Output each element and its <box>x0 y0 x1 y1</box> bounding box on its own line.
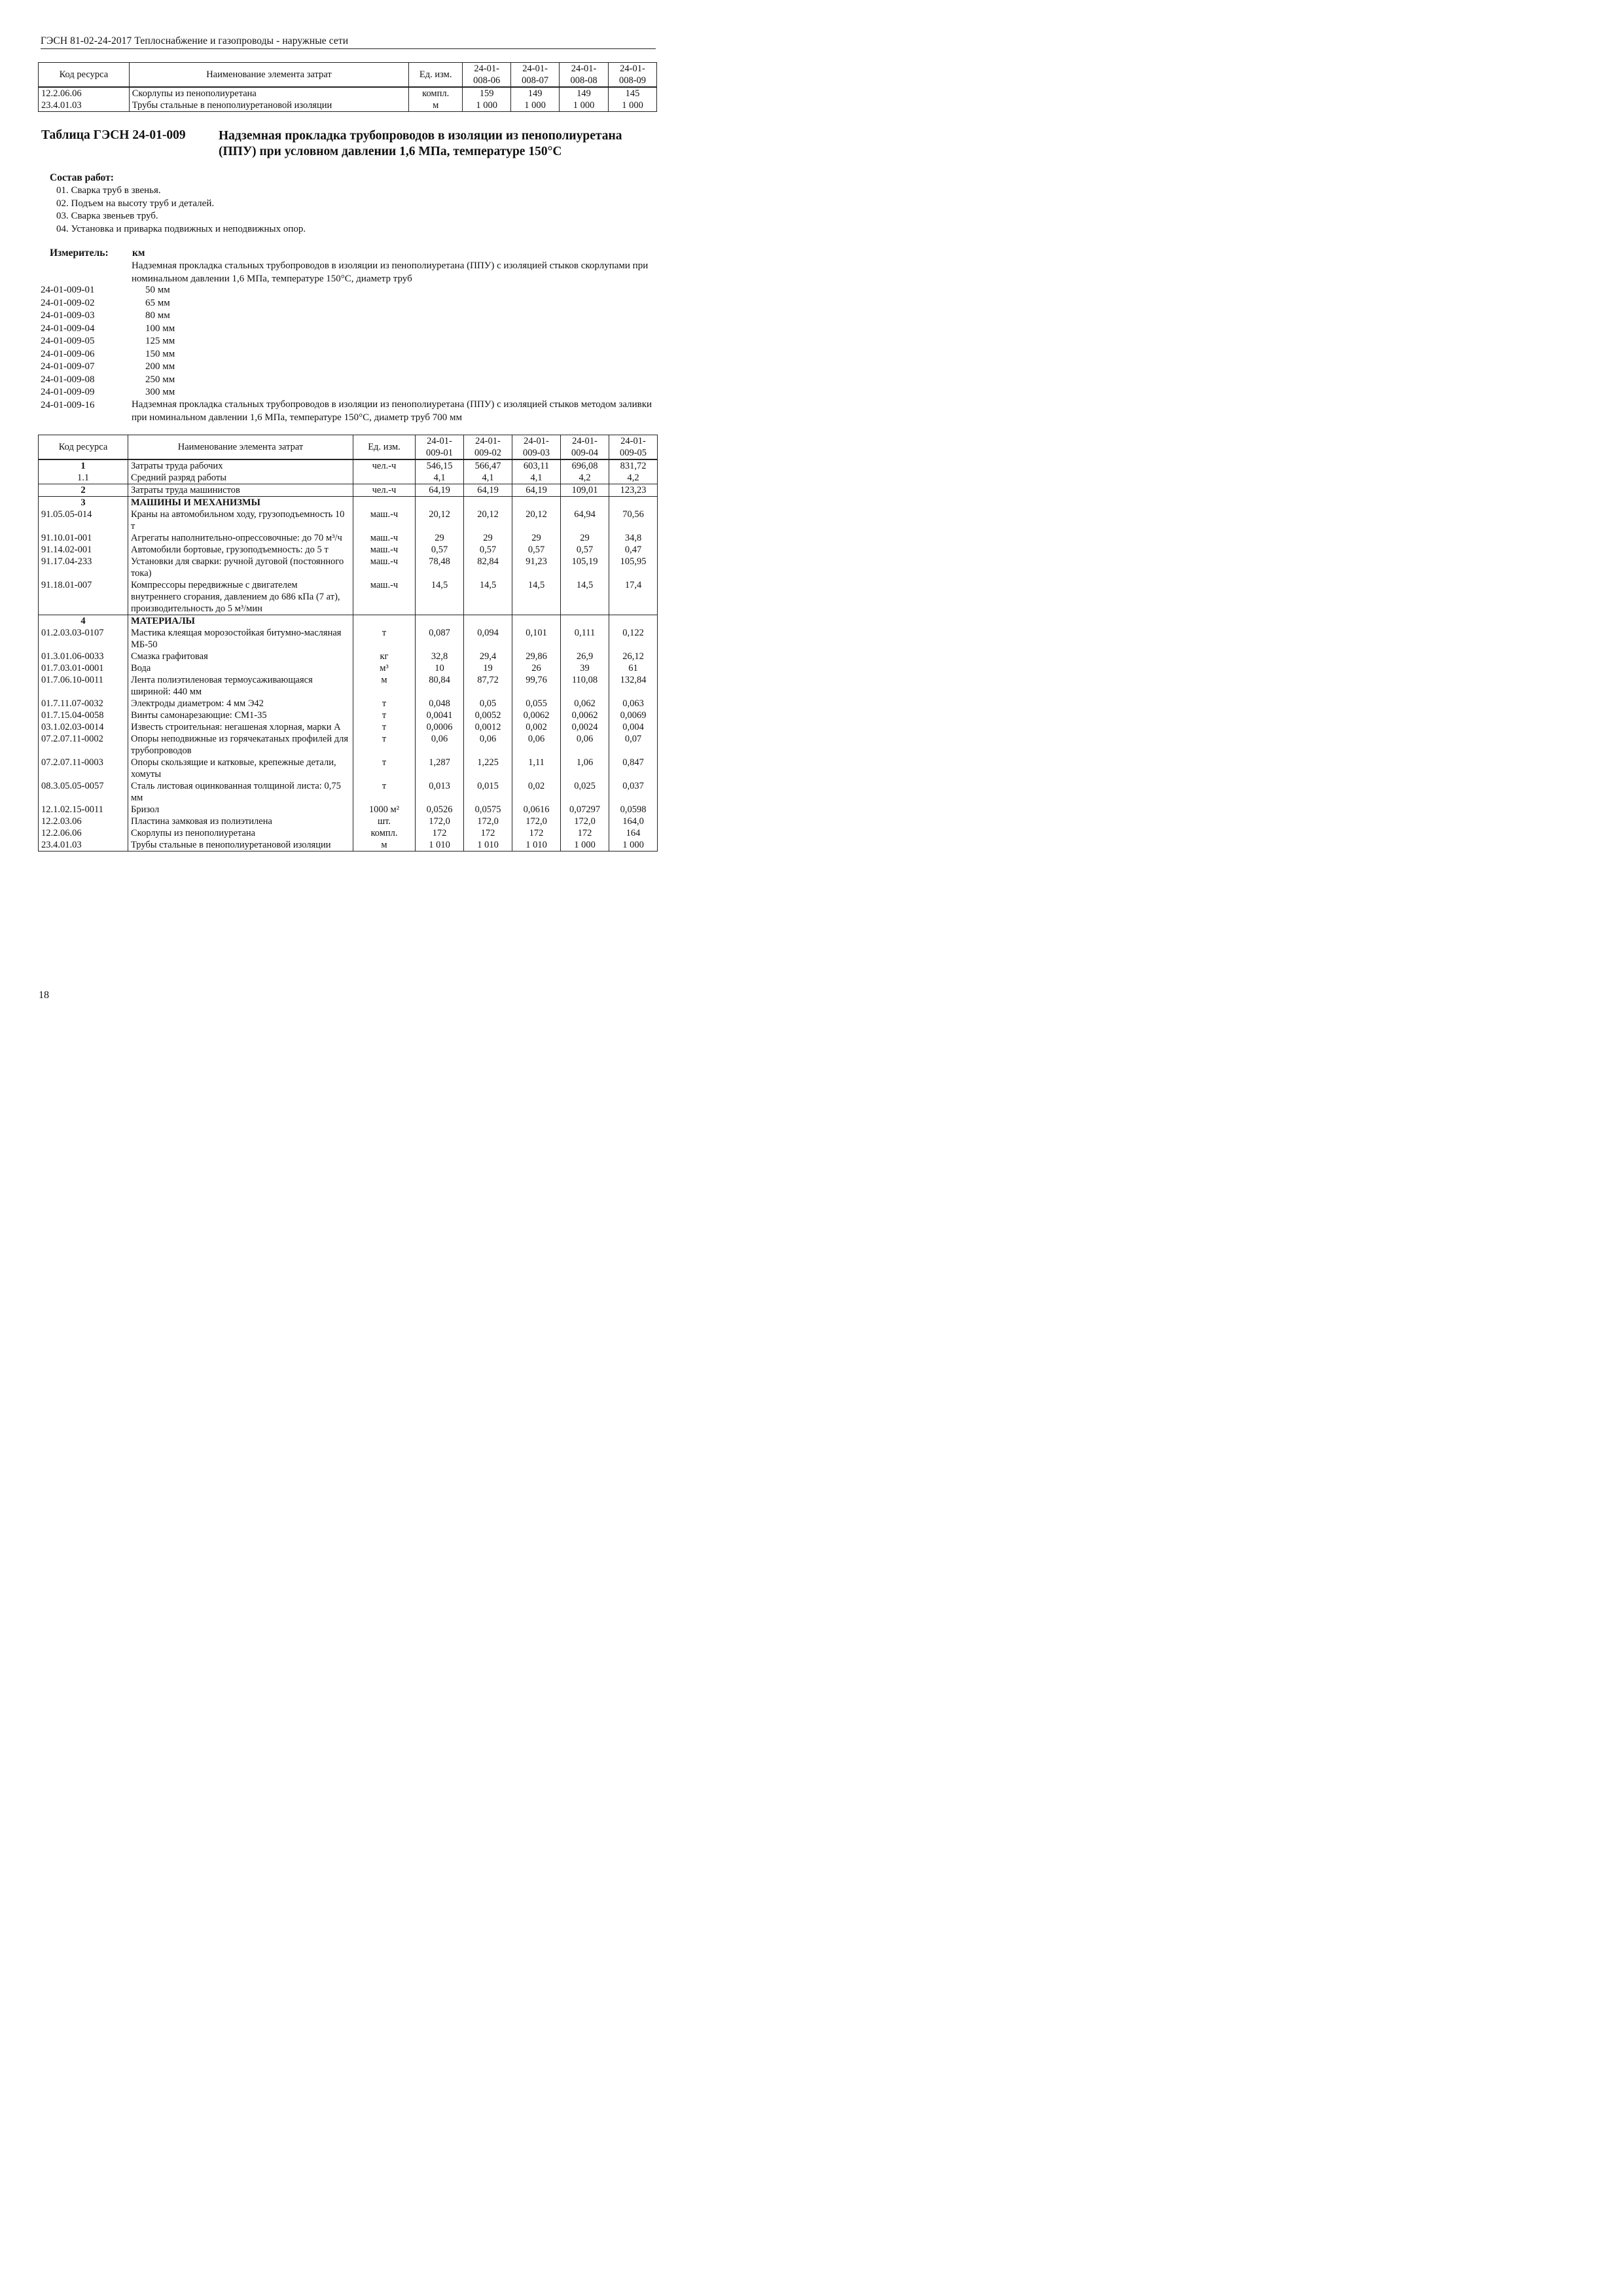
diameter: 250 мм <box>145 374 175 385</box>
unit-cell: шт. <box>353 816 416 827</box>
value-cell: 19 <box>464 662 512 674</box>
table-row <box>39 674 658 698</box>
value-cell: 149 <box>511 87 560 99</box>
table-row <box>39 556 658 579</box>
value-cell: 1 010 <box>464 839 512 852</box>
value-cell: 4,1 <box>416 472 464 484</box>
resource-name: Мастика клеящая морозостойкая битумно-масляная МБ-50 <box>128 627 353 651</box>
value-cell: 0,57 <box>464 544 512 556</box>
resource-code: 12.2.06.06 <box>39 827 128 839</box>
value-cell: 0,0041 <box>416 709 464 721</box>
table-row <box>39 87 657 99</box>
diameter: 200 мм <box>145 361 175 372</box>
table-row <box>39 579 658 615</box>
value-cell <box>561 615 609 628</box>
resource-code: 01.7.11.07-0032 <box>39 698 128 709</box>
value-cell: 0,0575 <box>464 804 512 816</box>
value-cell: 99,76 <box>512 674 561 698</box>
column-header: 24-01- 008-09 <box>609 63 657 88</box>
meter-description-1: Надземная прокладка стальных трубопроводов в изоляции из пенополиуретана (ППУ) с изоляцией стыков скорлупами при номинальном давлении 1,6 МПа, температуре 150°С, диаметр труб <box>132 260 649 284</box>
value-cell: 0,06 <box>561 733 609 757</box>
table-row <box>39 839 658 852</box>
value-cell: 0,122 <box>609 627 658 651</box>
works-label: Состав работ: <box>50 172 114 183</box>
column-header: Код ресурса <box>39 63 130 88</box>
value-cell: 0,847 <box>609 757 658 780</box>
unit-cell <box>353 615 416 628</box>
value-cell: 0,0616 <box>512 804 561 816</box>
unit-cell: кг <box>353 651 416 662</box>
diameter: 100 мм <box>145 323 175 334</box>
table-row <box>39 698 658 709</box>
column-header: 24-01- 009-03 <box>512 435 561 460</box>
value-cell: 105,19 <box>561 556 609 579</box>
resource-name: Опоры неподвижные из горячекатаных профилей для трубопроводов <box>128 733 353 757</box>
resource-name: Затраты труда рабочих <box>128 459 353 472</box>
value-cell: 4,2 <box>561 472 609 484</box>
norm-code: 24-01-009-02 <box>41 297 95 308</box>
value-cell: 0,06 <box>464 733 512 757</box>
value-cell: 164 <box>609 827 658 839</box>
value-cell: 26,9 <box>561 651 609 662</box>
value-cell: 20,12 <box>512 509 561 532</box>
value-cell: 0,013 <box>416 780 464 804</box>
table-row <box>39 733 658 757</box>
resource-name: МАШИНЫ И МЕХАНИЗМЫ <box>128 497 353 509</box>
works-item: 04. Установка и приварка подвижных и неподвижных опор. <box>56 223 306 234</box>
value-cell: 61 <box>609 662 658 674</box>
resource-name: Пластина замковая из полиэтилена <box>128 816 353 827</box>
meter-label: Измеритель: <box>50 247 109 259</box>
value-cell: 145 <box>609 87 657 99</box>
resource-name: Агрегаты наполнительно-опрессовочные: до 70 м³/ч <box>128 532 353 544</box>
column-header: Код ресурса <box>39 435 128 460</box>
works-list <box>56 185 306 236</box>
value-cell: 0,048 <box>416 698 464 709</box>
table-row <box>39 472 658 484</box>
diameter: 80 мм <box>145 310 170 321</box>
value-cell: 1 000 <box>560 99 609 112</box>
value-cell: 0,07 <box>609 733 658 757</box>
value-cell: 172,0 <box>512 816 561 827</box>
norm-code: 24-01-009-04 <box>41 323 95 334</box>
resource-code: 91.18.01-007 <box>39 579 128 615</box>
resource-name: Средний разряд работы <box>128 472 353 484</box>
resource-code: 1.1 <box>39 472 128 484</box>
works-item: 01. Сварка труб в звенья. <box>56 185 161 196</box>
resource-code: 2 <box>39 484 128 497</box>
table-row <box>39 459 658 472</box>
value-cell: 20,12 <box>464 509 512 532</box>
unit-cell: маш.-ч <box>353 509 416 532</box>
value-cell <box>609 497 658 509</box>
resource-code: 03.1.02.03-0014 <box>39 721 128 733</box>
value-cell <box>416 615 464 628</box>
table-row <box>39 509 658 532</box>
resource-name: Сталь листовая оцинкованная толщиной листа: 0,75 мм <box>128 780 353 804</box>
value-cell: 546,15 <box>416 459 464 472</box>
value-cell: 172,0 <box>464 816 512 827</box>
value-cell: 1 010 <box>512 839 561 852</box>
value-cell: 4,2 <box>609 472 658 484</box>
column-header: 24-01- 009-02 <box>464 435 512 460</box>
norm-code: 24-01-009-09 <box>41 387 95 397</box>
value-cell: 0,0006 <box>416 721 464 733</box>
column-header: 24-01- 008-06 <box>463 63 511 88</box>
meter-description-2: Надземная прокладка стальных трубопроводов в изоляции из пенополиуретана (ППУ) с изоляцией стыков методом заливки при номинальном давлении 1,6 МПа, температуре 150°С, диаметр труб 700 мм <box>132 399 652 423</box>
unit-cell: маш.-ч <box>353 579 416 615</box>
value-cell: 1,225 <box>464 757 512 780</box>
value-cell: 0,57 <box>561 544 609 556</box>
resource-code: 91.14.02-001 <box>39 544 128 556</box>
resource-code: 12.2.06.06 <box>39 87 130 99</box>
table-row <box>39 99 657 112</box>
value-cell: 87,72 <box>464 674 512 698</box>
value-cell: 0,094 <box>464 627 512 651</box>
value-cell: 1 010 <box>416 839 464 852</box>
resource-code: 01.7.15.04-0058 <box>39 709 128 721</box>
column-header: Наименование элемента затрат <box>128 435 353 460</box>
value-cell: 0,0024 <box>561 721 609 733</box>
value-cell: 91,23 <box>512 556 561 579</box>
column-header: 24-01- 009-01 <box>416 435 464 460</box>
table-title: Таблица ГЭСН 24-01-009 <box>41 128 186 142</box>
value-cell: 696,08 <box>561 459 609 472</box>
value-cell: 0,0012 <box>464 721 512 733</box>
value-cell <box>464 615 512 628</box>
value-cell: 566,47 <box>464 459 512 472</box>
resource-code: 23.4.01.03 <box>39 839 128 852</box>
unit-cell: т <box>353 780 416 804</box>
previous-norms-table <box>38 62 657 112</box>
norm-code: 24-01-009-03 <box>41 310 95 321</box>
table-row <box>39 497 658 509</box>
resource-name: Винты самонарезающие: СМ1-35 <box>128 709 353 721</box>
value-cell: 14,5 <box>416 579 464 615</box>
norm-code: 24-01-009-08 <box>41 374 95 385</box>
table-heading: Надземная прокладка трубопроводов в изоляции из пенополиуретана (ППУ) при условном давлении 1,6 МПа, температуре 150°С <box>219 129 622 158</box>
diameter: 125 мм <box>145 336 175 346</box>
resource-code: 12.2.03.06 <box>39 816 128 827</box>
value-cell: 1,11 <box>512 757 561 780</box>
unit-cell: т <box>353 698 416 709</box>
running-header: ГЭСН 81-02-24-2017 Теплоснабжение и газопроводы - наружные сети <box>41 35 656 49</box>
column-header: 24-01- 008-08 <box>560 63 609 88</box>
value-cell <box>512 615 561 628</box>
value-cell: 0,025 <box>561 780 609 804</box>
diameter: 65 мм <box>145 297 170 308</box>
value-cell: 39 <box>561 662 609 674</box>
table-row <box>39 544 658 556</box>
table-row <box>39 709 658 721</box>
table-row <box>39 484 658 497</box>
resource-name: Трубы стальные в пенополиуретановой изоляции <box>128 839 353 852</box>
value-cell: 0,087 <box>416 627 464 651</box>
value-cell: 0,06 <box>512 733 561 757</box>
unit-cell: чел.-ч <box>353 484 416 497</box>
value-cell: 17,4 <box>609 579 658 615</box>
value-cell: 26,12 <box>609 651 658 662</box>
value-cell: 109,01 <box>561 484 609 497</box>
table-row <box>39 662 658 674</box>
value-cell: 0,0062 <box>561 709 609 721</box>
value-cell: 1 000 <box>609 839 658 852</box>
value-cell: 34,8 <box>609 532 658 544</box>
table-row <box>39 721 658 733</box>
value-cell: 159 <box>463 87 511 99</box>
value-cell: 0,055 <box>512 698 561 709</box>
value-cell: 0,47 <box>609 544 658 556</box>
value-cell: 0,0069 <box>609 709 658 721</box>
table-row <box>39 532 658 544</box>
value-cell: 80,84 <box>416 674 464 698</box>
value-cell: 4,1 <box>464 472 512 484</box>
unit-cell: т <box>353 733 416 757</box>
unit-cell: м³ <box>353 662 416 674</box>
resource-code: 3 <box>39 497 128 509</box>
value-cell: 132,84 <box>609 674 658 698</box>
unit-cell: т <box>353 627 416 651</box>
value-cell: 26 <box>512 662 561 674</box>
value-cell: 14,5 <box>561 579 609 615</box>
unit-cell: маш.-ч <box>353 544 416 556</box>
column-header: Наименование элемента затрат <box>129 63 408 88</box>
value-cell: 82,84 <box>464 556 512 579</box>
meter-unit: км <box>132 247 145 259</box>
value-cell: 0,0052 <box>464 709 512 721</box>
resource-code: 01.7.06.10-0011 <box>39 674 128 698</box>
value-cell <box>464 497 512 509</box>
resource-code: 07.2.07.11-0002 <box>39 733 128 757</box>
value-cell: 29,4 <box>464 651 512 662</box>
value-cell: 110,08 <box>561 674 609 698</box>
column-header: 24-01- 008-07 <box>511 63 560 88</box>
value-cell: 1 000 <box>463 99 511 112</box>
resource-name: Вода <box>128 662 353 674</box>
unit-cell: чел.-ч <box>353 459 416 472</box>
unit-cell: компл. <box>409 87 463 99</box>
value-cell: 172,0 <box>416 816 464 827</box>
value-cell: 0,0062 <box>512 709 561 721</box>
resource-name: Компрессоры передвижные с двигателем внутреннего сгорания, давлением до 686 кПа (7 ат), производительность до 5 м³/мин <box>128 579 353 615</box>
value-cell: 0,063 <box>609 698 658 709</box>
resource-name: Трубы стальные в пенополиуретановой изоляции <box>129 99 408 112</box>
value-cell: 603,11 <box>512 459 561 472</box>
value-cell: 64,94 <box>561 509 609 532</box>
value-cell: 831,72 <box>609 459 658 472</box>
unit-cell: м <box>409 99 463 112</box>
value-cell: 105,95 <box>609 556 658 579</box>
value-cell: 1 000 <box>609 99 657 112</box>
table-row <box>39 804 658 816</box>
resource-code: 91.10.01-001 <box>39 532 128 544</box>
resource-name: Затраты труда машинистов <box>128 484 353 497</box>
value-cell: 0,101 <box>512 627 561 651</box>
table-row <box>39 627 658 651</box>
resource-norms-table <box>38 435 658 852</box>
value-cell: 64,19 <box>416 484 464 497</box>
norm-code-list <box>41 284 95 412</box>
value-cell: 4,1 <box>512 472 561 484</box>
value-cell: 20,12 <box>416 509 464 532</box>
diameter: 150 мм <box>145 348 175 359</box>
unit-cell <box>353 497 416 509</box>
value-cell <box>609 615 658 628</box>
unit-cell: т <box>353 757 416 780</box>
unit-cell: компл. <box>353 827 416 839</box>
value-cell: 0,015 <box>464 780 512 804</box>
works-item: 02. Подъем на высоту труб и деталей. <box>56 198 215 209</box>
table-row <box>39 827 658 839</box>
norm-code: 24-01-009-05 <box>41 336 95 346</box>
resource-name: Лента полиэтиленовая термоусаживающаяся шириной: 440 мм <box>128 674 353 698</box>
resource-code: 91.17.04-233 <box>39 556 128 579</box>
value-cell: 29 <box>416 532 464 544</box>
resource-name: Смазка графитовая <box>128 651 353 662</box>
unit-cell: маш.-ч <box>353 532 416 544</box>
value-cell: 1 000 <box>561 839 609 852</box>
resource-name: Скорлупы из пенополиуретана <box>129 87 408 99</box>
value-cell: 149 <box>560 87 609 99</box>
value-cell: 14,5 <box>512 579 561 615</box>
value-cell: 172 <box>512 827 561 839</box>
value-cell: 0,111 <box>561 627 609 651</box>
column-header: 24-01- 009-05 <box>609 435 658 460</box>
value-cell: 0,002 <box>512 721 561 733</box>
column-header: Ед. изм. <box>353 435 416 460</box>
value-cell: 123,23 <box>609 484 658 497</box>
unit-cell <box>353 472 416 484</box>
norm-code: 24-01-009-06 <box>41 348 95 359</box>
value-cell: 64,19 <box>512 484 561 497</box>
table-row <box>39 816 658 827</box>
resource-code: 07.2.07.11-0003 <box>39 757 128 780</box>
resource-code: 91.05.05-014 <box>39 509 128 532</box>
value-cell: 64,19 <box>464 484 512 497</box>
works-item: 03. Сварка звеньев труб. <box>56 211 158 221</box>
value-cell: 1 000 <box>511 99 560 112</box>
value-cell: 14,5 <box>464 579 512 615</box>
resource-name: Скорлупы из пенополиуретана <box>128 827 353 839</box>
value-cell: 164,0 <box>609 816 658 827</box>
value-cell: 0,0526 <box>416 804 464 816</box>
value-cell: 29 <box>464 532 512 544</box>
diameter-list <box>145 284 175 399</box>
unit-cell: 1000 м² <box>353 804 416 816</box>
value-cell: 0,02 <box>512 780 561 804</box>
resource-name: Установки для сварки: ручной дуговой (постоянного тока) <box>128 556 353 579</box>
value-cell: 0,0598 <box>609 804 658 816</box>
value-cell: 0,037 <box>609 780 658 804</box>
value-cell: 172 <box>464 827 512 839</box>
table-row <box>39 780 658 804</box>
table-row <box>39 651 658 662</box>
resource-code: 12.1.02.15-0011 <box>39 804 128 816</box>
unit-cell: маш.-ч <box>353 556 416 579</box>
unit-cell: м <box>353 674 416 698</box>
resource-name: Известь строительная: негашеная хлорная, марки А <box>128 721 353 733</box>
value-cell: 172 <box>416 827 464 839</box>
resource-code: 1 <box>39 459 128 472</box>
value-cell <box>416 497 464 509</box>
value-cell: 0,05 <box>464 698 512 709</box>
value-cell: 78,48 <box>416 556 464 579</box>
value-cell: 1,06 <box>561 757 609 780</box>
norm-code: 24-01-009-01 <box>41 285 95 295</box>
resource-code: 23.4.01.03 <box>39 99 130 112</box>
value-cell: 10 <box>416 662 464 674</box>
value-cell: 70,56 <box>609 509 658 532</box>
value-cell: 0,57 <box>512 544 561 556</box>
value-cell: 0,06 <box>416 733 464 757</box>
resource-name: Автомобили бортовые, грузоподъемность: до 5 т <box>128 544 353 556</box>
diameter: 50 мм <box>145 285 170 295</box>
value-cell <box>561 497 609 509</box>
resource-code: 4 <box>39 615 128 628</box>
resource-name: Электроды диаметром: 4 мм Э42 <box>128 698 353 709</box>
resource-name: МАТЕРИАЛЫ <box>128 615 353 628</box>
table-row <box>39 615 658 628</box>
value-cell: 0,57 <box>416 544 464 556</box>
resource-name: Краны на автомобильном ходу, грузоподъемность 10 т <box>128 509 353 532</box>
value-cell: 29 <box>512 532 561 544</box>
unit-cell: м <box>353 839 416 852</box>
value-cell: 32,8 <box>416 651 464 662</box>
resource-code: 01.7.03.01-0001 <box>39 662 128 674</box>
value-cell: 0,062 <box>561 698 609 709</box>
value-cell: 0,07297 <box>561 804 609 816</box>
norm-code: 24-01-009-16 <box>41 399 95 410</box>
resource-code: 01.2.03.03-0107 <box>39 627 128 651</box>
value-cell: 29 <box>561 532 609 544</box>
value-cell <box>512 497 561 509</box>
unit-cell: т <box>353 721 416 733</box>
value-cell: 1,287 <box>416 757 464 780</box>
norm-code: 24-01-009-07 <box>41 361 95 372</box>
column-header: Ед. изм. <box>409 63 463 88</box>
value-cell: 172,0 <box>561 816 609 827</box>
diameter: 300 мм <box>145 387 175 397</box>
table-row <box>39 757 658 780</box>
resource-code: 01.3.01.06-0033 <box>39 651 128 662</box>
resource-code: 08.3.05.05-0057 <box>39 780 128 804</box>
column-header: 24-01- 009-04 <box>561 435 609 460</box>
resource-name: Опоры скользящие и катковые, крепежные детали, хомуты <box>128 757 353 780</box>
resource-name: Бризол <box>128 804 353 816</box>
value-cell: 0,004 <box>609 721 658 733</box>
page-number: 18 <box>39 990 49 1001</box>
value-cell: 172 <box>561 827 609 839</box>
value-cell: 29,86 <box>512 651 561 662</box>
unit-cell: т <box>353 709 416 721</box>
